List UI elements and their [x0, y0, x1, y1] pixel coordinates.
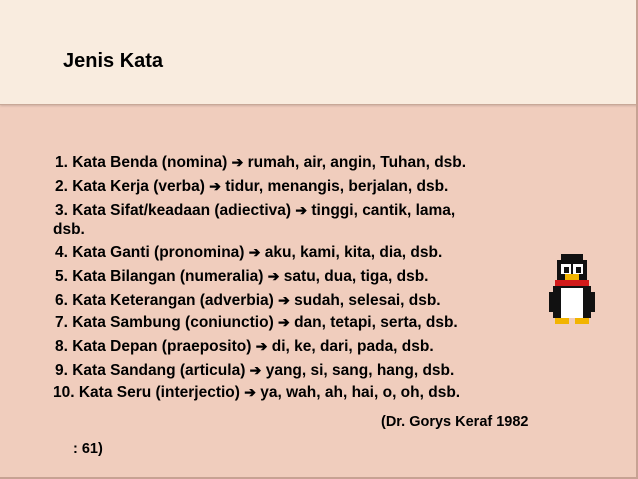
list-item-8 — [55, 336, 434, 357]
arrow-icon: ➔ — [295, 202, 308, 218]
item-label: 5. Kata Bilangan (numeralia) — [55, 268, 268, 285]
citation-line-2: : 61) — [73, 441, 103, 457]
item-label: 8. Kata Depan (praeposito) — [55, 338, 256, 355]
item-label: 10. Kata Seru (interjectio) — [53, 384, 245, 401]
penguin-icon — [547, 252, 597, 332]
list-item-3 — [55, 200, 455, 221]
list-item-10 — [53, 382, 460, 403]
arrow-icon: ➔ — [267, 268, 280, 284]
item-label: 4. Kata Ganti (pronomina) — [55, 244, 249, 261]
arrow-icon: ➔ — [255, 338, 268, 354]
item-examples: dan, tetapi, serta, dsb. — [289, 314, 458, 331]
arrow-icon: ➔ — [209, 178, 221, 194]
arrow-icon: ➔ — [231, 154, 244, 170]
slide-title: Jenis Kata — [63, 50, 164, 72]
list-item-6 — [55, 290, 441, 311]
title-bar — [0, 0, 638, 105]
item-examples: rumah, air, angin, Tuhan, dsb. — [243, 154, 467, 171]
item-examples: tinggi, cantik, lama, — [307, 202, 456, 219]
item-examples: tidur, menangis, berjalan, dsb. — [220, 178, 449, 195]
item-examples: yang, si, sang, hang, dsb. — [261, 362, 455, 379]
list-item-9 — [55, 360, 454, 381]
list-item-7 — [55, 312, 458, 333]
item-examples: di, ke, dari, pada, dsb. — [267, 338, 434, 355]
item-label: 1. Kata Benda (nomina) — [55, 154, 232, 171]
arrow-icon: ➔ — [278, 292, 290, 308]
item-label: 2. Kata Kerja (verba) — [55, 178, 210, 195]
list-item-1 — [55, 152, 466, 173]
list-item-3-continuation: dsb. — [53, 221, 85, 238]
item-label: 3. Kata Sifat/keadaan (adiectiva) — [55, 202, 296, 219]
item-examples: aku, kami, kita, dia, dsb. — [260, 244, 443, 261]
arrow-icon: ➔ — [244, 384, 256, 400]
item-examples: satu, dua, tiga, dsb. — [279, 268, 429, 285]
item-examples: sudah, selesai, dsb. — [289, 292, 441, 309]
list-item-4 — [55, 242, 442, 263]
arrow-icon: ➔ — [249, 362, 262, 378]
list-item-5 — [55, 266, 428, 287]
item-examples: ya, wah, ah, hai, o, oh, dsb. — [255, 384, 461, 401]
item-label: 6. Kata Keterangan (adverbia) — [55, 292, 279, 309]
item-label: 7. Kata Sambung (coniunctio) — [55, 314, 279, 331]
arrow-icon: ➔ — [248, 244, 261, 260]
citation-line-1: (Dr. Gorys Keraf 1982 — [381, 414, 529, 430]
arrow-icon: ➔ — [278, 314, 290, 330]
item-label: 9. Kata Sandang (articula) — [55, 362, 250, 379]
list-item-2 — [55, 176, 448, 197]
